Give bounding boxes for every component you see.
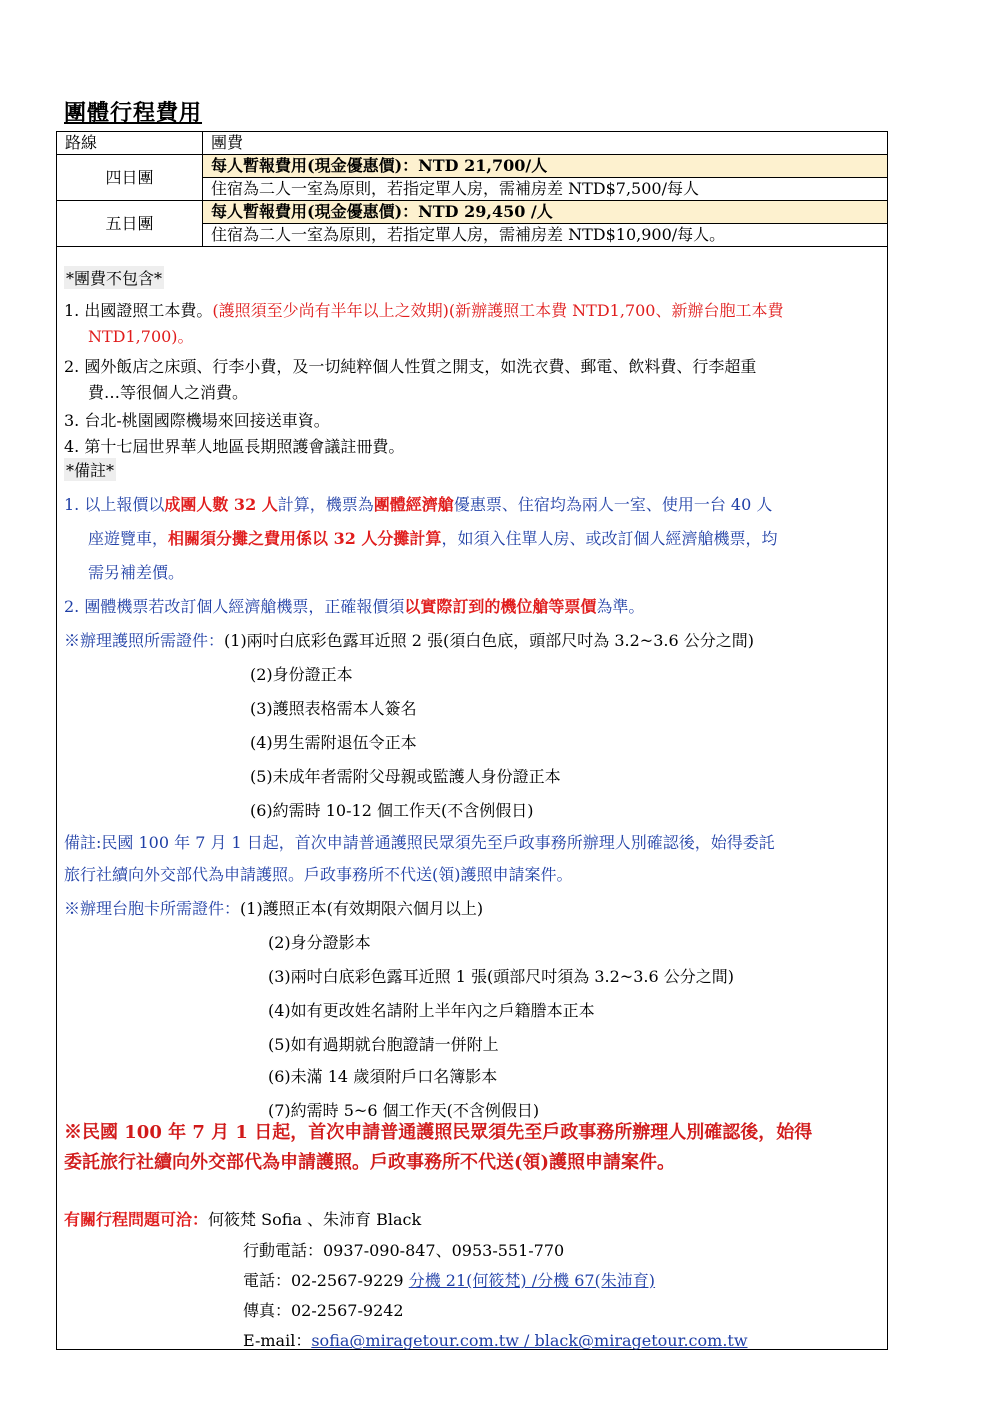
tour-price: 每人暫報費用(現金優惠價)：NTD 29,450 /人 xyxy=(203,201,888,224)
taiwan-card-doc-item: (6)未滿 14 歲須附戶口名簿影本 xyxy=(268,1067,498,1086)
route-header: 路線 xyxy=(57,132,203,155)
important-notice-cont: 委託旅行社續向外交部代為申請護照。戶政事務所不代送(領)護照申請案件。 xyxy=(64,1152,676,1173)
table-header-row xyxy=(57,132,888,155)
remark-item: 1. 以上報價以成團人數 32 人計算，機票為團體經濟艙優惠票、住宿均為兩人一室、使用一台 40 人 xyxy=(64,495,773,514)
fee-header: 團費 xyxy=(203,132,888,155)
phone-extension-link[interactable]: 分機 21(何筱梵) /分機 67(朱沛育) xyxy=(408,1271,656,1290)
table-row xyxy=(57,155,888,178)
contact-email: E-mail：sofia@miragetour.com.tw / black@miragetour.com.tw xyxy=(243,1331,748,1350)
taiwan-card-doc-item: (7)約需時 5~6 個工作天(不含例假日) xyxy=(268,1101,540,1120)
exclusion-item: 1. 出國證照工本費。(護照須至少尚有半年以上之效期)(新辦護照工本費 NTD1,700、新辦台胞工本費 xyxy=(64,301,784,320)
contact-line xyxy=(64,1207,421,1230)
remark-item-cont: 需另補差價。 xyxy=(88,563,185,582)
contact-label: 有關行程問題可洽： xyxy=(64,1210,209,1229)
tour-note: 住宿為二人一室為原則，若指定單人房，需補房差 NTD$10,900/每人。 xyxy=(203,224,888,247)
taiwan-card-doc-item: (4)如有更改姓名請附上半年內之戶籍謄本正本 xyxy=(268,1001,595,1020)
exclusion-item-cont: 費…等很個人之消費。 xyxy=(88,383,249,402)
passport-doc-item: (3)護照表格需本人簽名 xyxy=(250,699,417,718)
contact-mobile: 行動電話：0937-090-847、0953-551-770 xyxy=(243,1241,565,1260)
passport-doc-item: (4)男生需附退伍令正本 xyxy=(250,733,417,752)
exclusion-item: 2. 國外飯店之床頭、行李小費，及一切純粹個人性質之開支，如洗衣費、郵電、飲料費、行李超重 xyxy=(64,357,757,376)
contact-phone: 電話：02-2567-9229 分機 21(何筱梵) /分機 67(朱沛育) xyxy=(243,1271,656,1290)
passport-docs-label: ※辦理護照所需證件： xyxy=(64,631,225,650)
taiwan-card-doc-item: (3)兩吋白底彩色露耳近照 1 張(頭部尺吋須為 3.2~3.6 公分之間) xyxy=(268,967,734,986)
passport-doc-item: (6)約需時 10-12 個工作天(不含例假日) xyxy=(250,801,534,820)
exclusion-item: 4. 第十七屆世界華人地區長期照護會議註冊費。 xyxy=(64,437,405,456)
tour-name: 五日團 xyxy=(57,201,203,247)
remark-item: 2. 團體機票若改訂個人經濟艙機票，正確報價須以實際訂到的機位艙等票價為準。 xyxy=(64,597,645,616)
passport-note-cont: 旅行社續向外交部代為申請護照。戶政事務所不代送(領)護照申請案件。 xyxy=(64,865,573,884)
passport-doc-item: (5)未成年者需附父母親或監護人身份證正本 xyxy=(250,767,561,786)
taiwan-card-docs-label: ※辦理台胞卡所需證件： xyxy=(64,899,241,918)
remarks-header: *備註* xyxy=(64,458,116,481)
page-title: 團體行程費用 xyxy=(64,100,203,126)
email-link[interactable]: sofia@miragetour.com.tw / black@miragetour.com.tw xyxy=(311,1331,748,1350)
tour-note: 住宿為二人一室為原則，若指定單人房，需補房差 NTD$7,500/每人 xyxy=(203,178,888,201)
remark-item-cont: 座遊覽車，相關須分攤之費用係以 32 人分攤計算，如須入住單人房、或改訂個人經濟艙機票，均 xyxy=(88,529,778,548)
fee-table xyxy=(56,131,888,247)
important-notice: ※民國 100 年 7 月 1 日起，首次申請普通護照民眾須先至戶政事務所辦理人別確認後，始得 xyxy=(64,1122,813,1143)
exclusion-item-cont: NTD1,700)。 xyxy=(88,327,194,346)
tour-name: 四日團 xyxy=(57,155,203,201)
taiwan-card-doc-item: (5)如有過期就台胞證請一併附上 xyxy=(268,1035,499,1054)
contact-names: 何筱梵 Sofia 、朱沛育 Black xyxy=(208,1210,422,1229)
passport-note: 備註:民國 100 年 7 月 1 日起，首次申請普通護照民眾須先至戶政事務所辦理人別確認後，始得委託 xyxy=(64,833,775,852)
exclusion-item: 3. 台北-桃園國際機場來回接送車資。 xyxy=(64,411,330,430)
passport-doc-item: (2)身份證正本 xyxy=(250,665,353,684)
passport-docs-line: ※辦理護照所需證件：(1)兩吋白底彩色露耳近照 2 張(須白色底，頭部尺吋為 3.2~3.6 公分之間) xyxy=(64,631,754,650)
tour-price: 每人暫報費用(現金優惠價)：NTD 21,700/人 xyxy=(203,155,888,178)
contact-fax: 傳真：02-2567-9242 xyxy=(243,1301,404,1320)
exclusions-header: *團費不包含* xyxy=(64,266,164,289)
table-row xyxy=(57,201,888,224)
taiwan-card-doc-item: (2)身分證影本 xyxy=(268,933,371,952)
taiwan-card-docs-line: ※辦理台胞卡所需證件：(1)護照正本(有效期限六個月以上) xyxy=(64,899,484,918)
